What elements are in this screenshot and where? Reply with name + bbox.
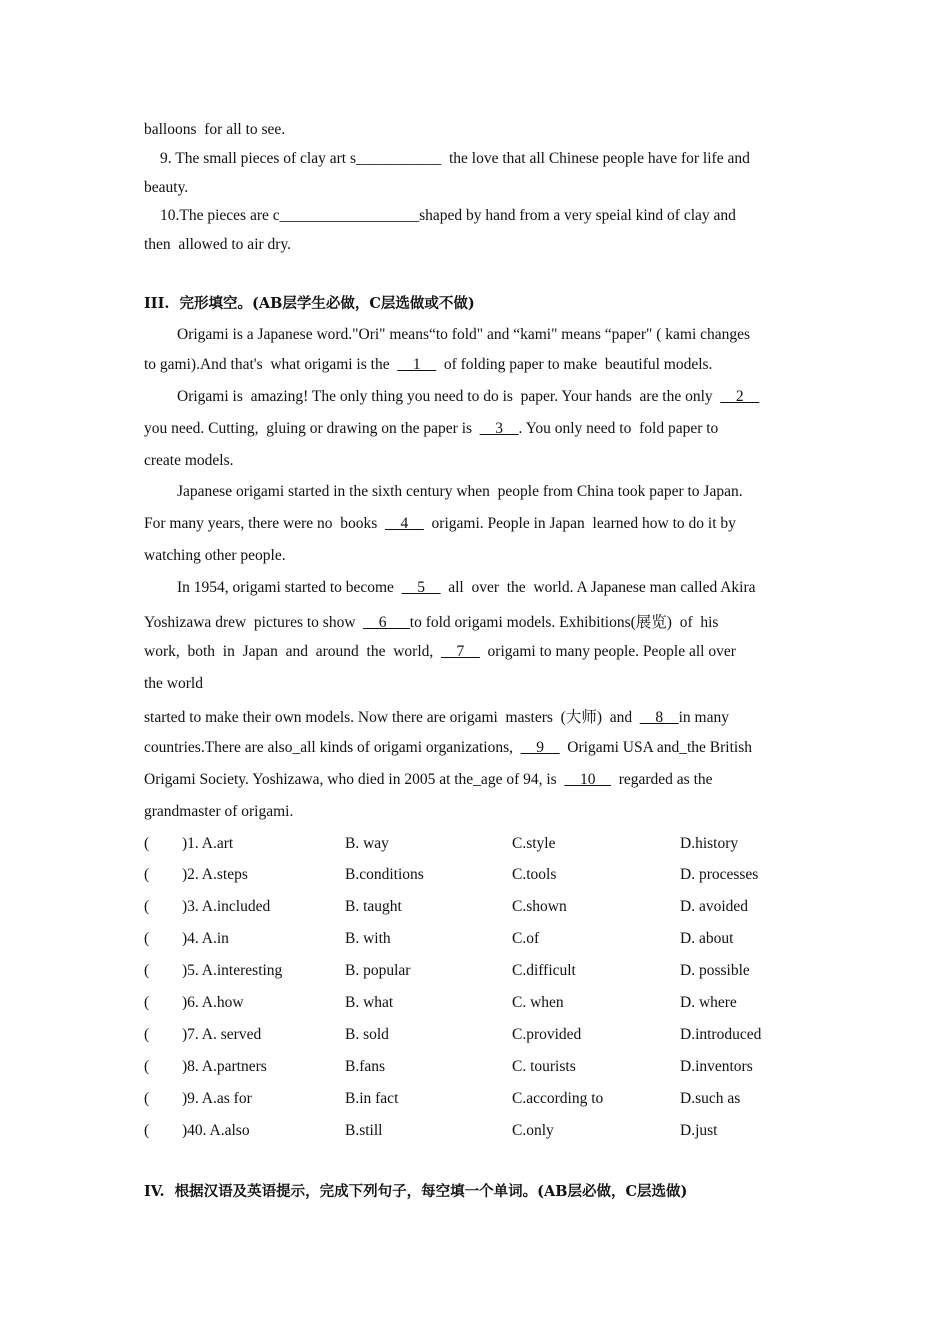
passage-line: started to make their own models. Now there are origami masters (大师) and __8__in many [144,709,729,726]
option-a: )4. A.in [182,930,229,947]
answer-paren: ( [144,1058,150,1075]
text-line: 9. The small pieces of clay art s___________ the love that all Chinese people have for life and [160,150,750,167]
option-b: B.fans [345,1058,386,1075]
option-d: D. about [680,930,734,947]
blank-6: __6___ [363,614,410,631]
passage-line: work, both in Japan and around the world, __7__ origami to many people. People all over [144,643,736,660]
passage-line: Japanese origami started in the sixth century when people from China took paper to Japan. [177,483,743,500]
answer-paren: ( [144,994,150,1011]
answer-paren: ( [144,898,150,915]
answer-paren: ( [144,1090,150,1107]
option-c: C.provided [512,1026,582,1043]
passage-line: For many years, there were no books __4__ origami. People in Japan learned how to do it by [144,515,736,532]
option-b: B. sold [345,1026,389,1043]
text-line: then allowed to air dry. [144,236,292,253]
option-b: B. what [345,994,394,1011]
passage-line: create models. [144,452,234,469]
option-c: C.style [512,835,556,852]
option-a: )1. A.art [182,835,234,852]
option-d: D. where [680,994,737,1011]
blank-10: __10__ [564,771,611,788]
passage-line: In 1954, origami started to become __5__ all over the world. A Japanese man called Akira [177,579,756,596]
option-c: C.difficult [512,962,576,979]
blank-4: __4__ [385,515,424,532]
answer-paren: ( [144,962,150,979]
option-a: )3. A.included [182,898,271,915]
option-b: B.still [345,1122,383,1139]
passage-line: Origami is a Japanese word."Ori" means“to fold" and “kami" means “paper" ( kami changes [177,326,751,343]
option-b: B. taught [345,898,402,915]
option-d: D.just [680,1122,718,1139]
option-d: D.history [680,835,739,852]
option-c: C.only [512,1122,554,1139]
option-a: )6. A.how [182,994,244,1011]
option-a: )5. A.interesting [182,962,283,979]
option-b: B.in fact [345,1090,399,1107]
option-c: C.shown [512,898,567,915]
option-a: )8. A.partners [182,1058,267,1075]
option-c: C.tools [512,866,557,883]
option-d: D.inventors [680,1058,753,1075]
answer-paren: ( [144,835,150,852]
passage-line: Yoshizawa drew pictures to show __6___to fold origami models. Exhibitions(展览) of his [144,614,719,631]
option-a: )9. A.as for [182,1090,252,1107]
answer-paren: ( [144,1122,150,1139]
passage-line: countries.There are also_all kinds of origami organizations, __9__ Origami USA and_the British [144,739,752,756]
passage-line: grandmaster of origami. [144,803,294,820]
option-a: )40. A.also [182,1122,250,1139]
passage-line: to gami).And that's what origami is the __1__ of folding paper to make beautiful models. [144,356,713,373]
blank-3: __3__ [479,420,519,437]
section-heading: IV. 根据汉语及英语提示，完成下列句子，每空填一个单词。(AB层必做，C层选做) [144,1183,688,1200]
option-c: C. tourists [512,1058,576,1075]
passage-line: watching other people. [144,547,286,564]
option-b: B. way [345,835,389,852]
passage-line: Origami Society. Yoshizawa, who died in 2005 at the_age of 94, is __10__ regarded as the [144,771,713,788]
option-c: C. when [512,994,564,1011]
option-c: C.of [512,930,540,947]
blank-2: __2__ [720,388,760,405]
blank-5: __5__ [401,579,441,596]
option-b: B. popular [345,962,411,979]
text-line: balloons for all to see. [144,121,286,138]
blank-8: __8__ [639,709,679,726]
answer-paren: ( [144,1026,150,1043]
blank-9: __9__ [520,739,560,756]
option-b: B. with [345,930,391,947]
text-line: beauty. [144,179,189,196]
option-a: )2. A.steps [182,866,248,883]
section-heading: III. 完形填空。(AB层学生必做，C层选做或不做) [144,295,475,312]
passage-line: the world [144,675,203,692]
option-b: B.conditions [345,866,424,883]
blank-1: __1__ [397,356,437,373]
option-c: C.according to [512,1090,604,1107]
option-d: D. processes [680,866,759,883]
text-line: 10.The pieces are c__________________shaped by hand from a very speial kind of clay and [160,207,736,224]
option-d: D.introduced [680,1026,762,1043]
option-d: D. possible [680,962,750,979]
option-d: D.such as [680,1090,741,1107]
answer-paren: ( [144,930,150,947]
passage-line: you need. Cutting, gluing or drawing on the paper is __3__. You only need to fold paper to [144,420,719,437]
option-a: )7. A. served [182,1026,262,1043]
option-d: D. avoided [680,898,749,915]
answer-paren: ( [144,866,150,883]
blank-7: __7__ [441,643,480,660]
passage-line: Origami is amazing! The only thing you need to do is paper. Your hands are the only __2__ [177,388,760,405]
